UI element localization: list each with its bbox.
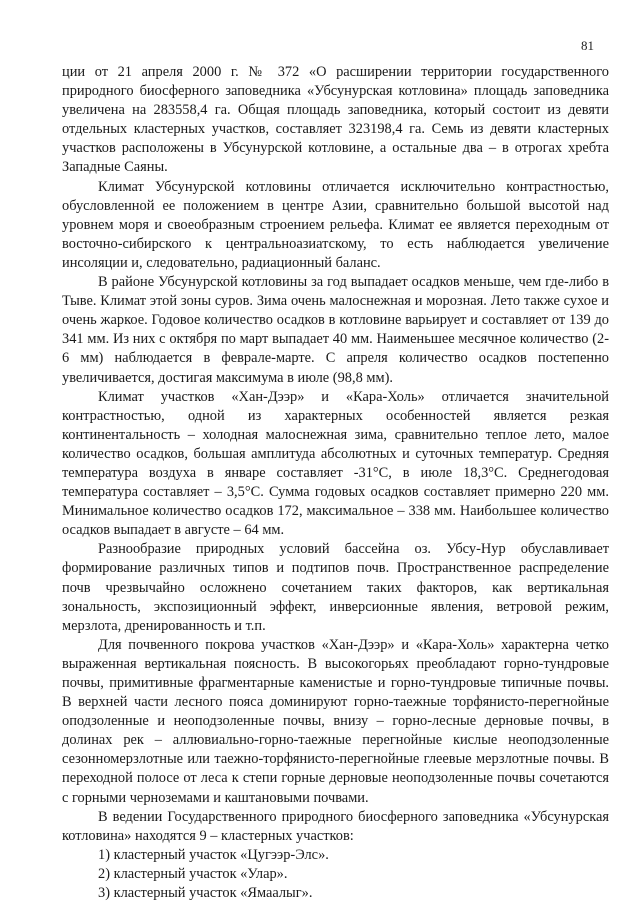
paragraph-soil-cover: Для почвенного покрова участков «Хан-Дээр» и «Кара-Холь» характерна четко выраженная вертикальная поясность. В высокогорьях преобладают горно-тундровые почвы, примитивные фрагментарные каменистые и горно-тундровые типичные почвы. В верхней части лесного пояса доминируют горно-таежные торфянисто-перегнойные оподзоленные и неоподзоленные почвы, внизу – горно-лесные дерновые почвы, в долинах рек – аллювиально-горно-таежные перегнойные кислые неоподзоленные сезонномерзлотные или таежно-торфянисто-перегнойные глеевые мерзлотные почвы. В переходной полосе от леса к степи горные дерновые неоподзоленные почвы сочетаются с горными черноземами и каштановыми почвами. bbox=[62, 636, 609, 806]
paragraph-reserve-area: ции от 21 апреля 2000 г. № 372 «О расширении территории государственного природного биосферного заповедника «Убсунурская котловина» площадь заповедника увеличена на 283558,4 га. Общая площадь заповедника, который состоит из девяти отдельных кластерных участков, составляет 323198,4 га. Семь из девяти кластерных участков расположены в Убсунурской котловине, а остальные два – в отрогах хребта Западные Саяны. bbox=[62, 64, 609, 176]
paragraph-climate: Климат Убсунурской котловины отличается исключительно контрастностью, обусловленной ее положением в центре Азии, сравнительно большой высотой над уровнем моря и своеобразным строением рельефа. Климат ее является переходным от восточно-сибирского к центральноазиатскому, то есть наблюдается увеличение инсоляции и, следовательно, радиационный баланс. bbox=[62, 178, 609, 271]
list-item: 1) кластерный участок «Цугээр-Элс». bbox=[98, 846, 329, 863]
paragraph-cluster-intro: В ведении Государственного природного биосферного заповедника «Убсунурская котловина» находятся 9 – кластерных участков: bbox=[62, 808, 609, 844]
paragraph-precipitation: В районе Убсунурской котловины за год выпадает осадков меньше, чем где-либо в Тыве. Климат этой зоны суров. Зима очень малоснежная и морозная. Лето также сухое и очень жаркое. Годовое количество осадков в котловине варьирует и составляет от 139 до 341 мм. Из них с октября по март выпадает 40 мм. Наименьшее месячное количество (2-6 мм) наблюдается в феврале-марте. С апреля количество осадков постепенно увеличивается, достигая максимума в июле (98,8 мм). bbox=[62, 274, 609, 386]
paragraph-site-climate: Климат участков «Хан-Дээр» и «Кара-Холь» отличается значительной контрастностью, одной из характерных особенностей является резкая континентальность – холодная малоснежная зима, сравнительно теплое лето, малое количество осадков, большая амплитуда абсолютных и суточных температур. Средняя температура воздуха в январе составляет -31°C, в июле 18,3°C. Среднегодовая температура составляет – 3,5°C. Сумма годовых осадков составляет примерно 220 мм. Минимальное количество осадков 172, максимальное – 338 мм. Наибольшее количество осадков выпадает в августе – 64 мм. bbox=[62, 388, 609, 539]
paragraph-soil-diversity: Разнообразие природных условий бассейна оз. Убсу-Нур обуславливает формирование различных типов и подтипов почв. Пространственное распределение почв чрезвычайно осложнено сочетанием таких факторов, как вертикальная зональность, экспозиционный эффект, инверсионные явления, ветровой режим, мерзлота, дренированность и т.п. bbox=[62, 541, 609, 634]
list-item: 3) кластерный участок «Ямаалыг». bbox=[98, 885, 313, 902]
page-number: 81 bbox=[581, 38, 594, 53]
cluster-site-list bbox=[62, 846, 609, 903]
page-body bbox=[62, 63, 609, 903]
list-item: 2) кластерный участок «Улар». bbox=[98, 865, 288, 882]
